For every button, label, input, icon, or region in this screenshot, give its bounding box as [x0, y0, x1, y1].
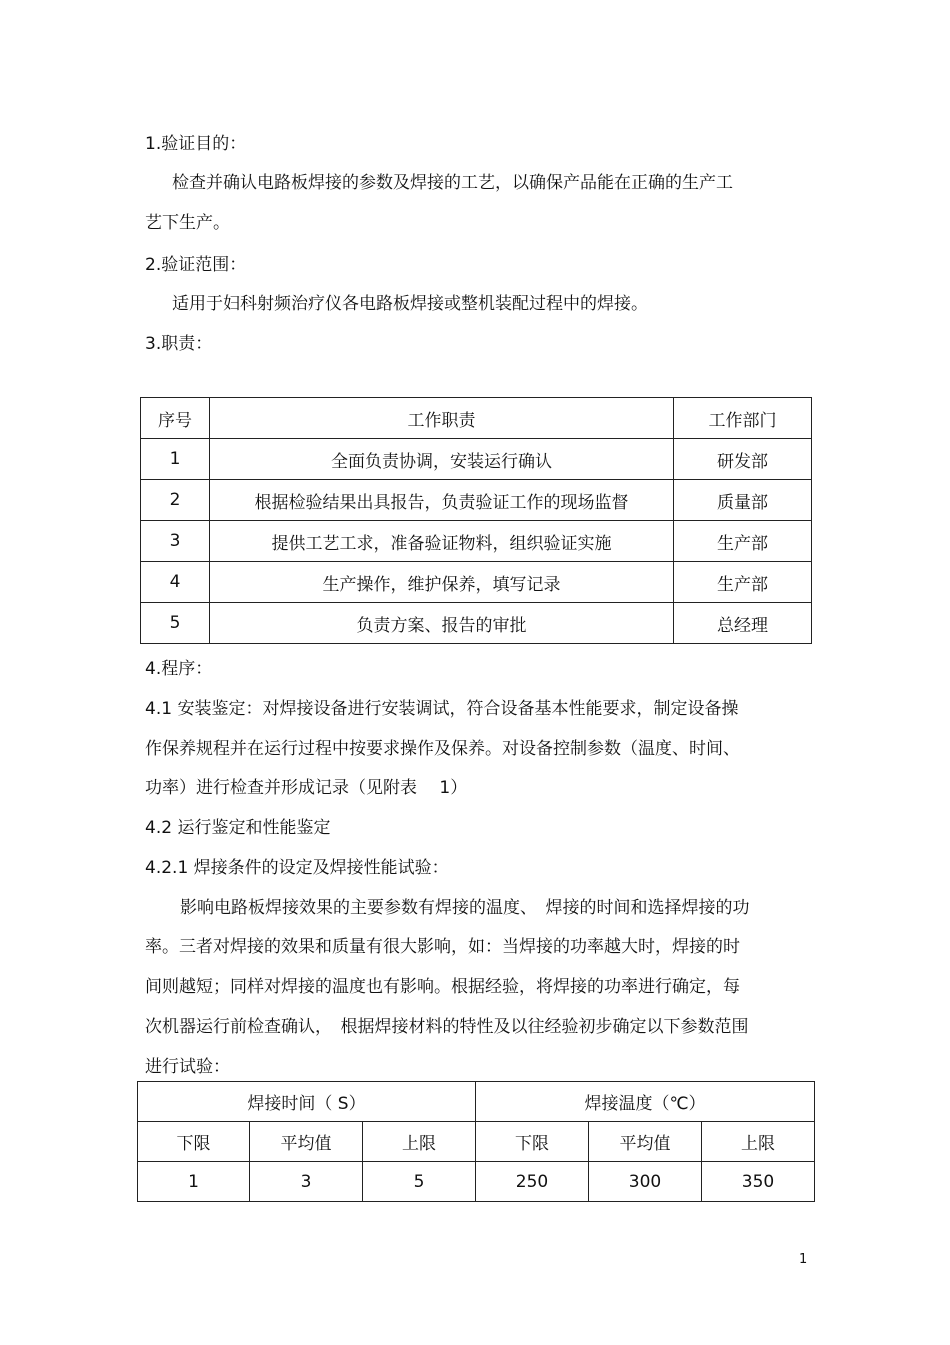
section-4-2-1-heading: 4.2.1 焊接条件的设定及焊接性能试验： — [145, 858, 449, 878]
table-cell: 质量部 — [674, 480, 812, 521]
table-cell: 250 — [476, 1162, 589, 1202]
table-cell: 5 — [141, 603, 210, 644]
header-cell: 下限 — [476, 1122, 589, 1162]
paragraph-line: 间则越短；同样对焊接的温度也有影响。根据经验，将焊接的功率进行确定，每 — [145, 977, 740, 997]
header-cell: 上限 — [363, 1122, 476, 1162]
table-row — [141, 480, 812, 521]
table-row — [141, 521, 812, 562]
header-cell: 上限 — [702, 1122, 815, 1162]
table-row — [141, 603, 812, 644]
table-cell: 1 — [141, 439, 210, 480]
paragraph-line: 率。三者对焊接的效果和质量有很大影响，如：当焊接的功率越大时，焊接的时 — [145, 937, 740, 957]
header-cell: 工作职责 — [210, 398, 674, 439]
section-1-text: 检查并确认电路板焊接的参数及焊接的工艺，以确保产品能在正确的生产工 — [172, 173, 733, 193]
section-4-2-heading: 4.2 运行鉴定和性能鉴定 — [145, 818, 331, 838]
table-header-row — [141, 398, 812, 439]
table-cell: 生产部 — [674, 562, 812, 603]
header-cell: 下限 — [138, 1122, 250, 1162]
table-cell: 生产部 — [674, 521, 812, 562]
paragraph-line: 次机器运行前检查确认， 根据焊接材料的特性及以往经验初步确定以下参数范围 — [145, 1017, 749, 1037]
section-4-1-text: 4.1 安装鉴定：对焊接设备进行安装调试，符合设备基本性能要求，制定设备操 — [145, 699, 739, 719]
table-row — [141, 439, 812, 480]
table-cell: 研发部 — [674, 439, 812, 480]
table-row — [141, 562, 812, 603]
header-cell: 平均值 — [250, 1122, 363, 1162]
table-cell: 3 — [141, 521, 210, 562]
header-cell-welding-temperature: 焊接温度（℃） — [476, 1082, 815, 1122]
page-number: 1 — [799, 1252, 808, 1267]
header-cell: 平均值 — [589, 1122, 702, 1162]
table-cell: 1 — [138, 1162, 250, 1202]
table-cell: 提供工艺工求，准备验证物料，组织验证实施 — [210, 521, 674, 562]
section-2-heading: 2.验证范围： — [145, 255, 247, 275]
table-cell: 5 — [363, 1162, 476, 1202]
table-cell: 4 — [141, 562, 210, 603]
table-cell: 生产操作，维护保养，填写记录 — [210, 562, 674, 603]
section-4-heading: 4.程序： — [145, 659, 213, 679]
table-row — [138, 1162, 815, 1202]
header-cell: 序号 — [141, 398, 210, 439]
parameters-table — [137, 1081, 815, 1202]
paragraph-line: 影响电路板焊接效果的主要参数有焊接的温度、 焊接的时间和选择焊接的功 — [180, 898, 750, 918]
section-1-heading: 1.验证目的： — [145, 134, 247, 154]
section-1-text-cont: 艺下生产。 — [145, 213, 230, 233]
section-4-1-text-cont: 作保养规程并在运行过程中按要求操作及保养。对设备控制参数（温度、时间、 — [145, 739, 740, 759]
table-group-header-row — [138, 1082, 815, 1122]
header-cell-welding-time: 焊接时间（ S） — [138, 1082, 476, 1122]
table-cell: 根据检验结果出具报告，负责验证工作的现场监督 — [210, 480, 674, 521]
table-cell: 2 — [141, 480, 210, 521]
section-4-1-text-cont: 功率）进行检查并形成记录（见附表 1） — [145, 778, 468, 798]
table-subheader-row — [138, 1122, 815, 1162]
table-cell: 全面负责协调，安装运行确认 — [210, 439, 674, 480]
table-cell: 负责方案、报告的审批 — [210, 603, 674, 644]
section-2-text: 适用于妇科射频治疗仪各电路板焊接或整机装配过程中的焊接。 — [172, 294, 648, 314]
table-cell: 总经理 — [674, 603, 812, 644]
duties-table — [140, 397, 812, 644]
section-3-heading: 3.职责： — [145, 334, 213, 354]
table-cell: 300 — [589, 1162, 702, 1202]
table-cell: 350 — [702, 1162, 815, 1202]
table-cell: 3 — [250, 1162, 363, 1202]
paragraph-line: 进行试验： — [145, 1057, 230, 1077]
header-cell: 工作部门 — [674, 398, 812, 439]
